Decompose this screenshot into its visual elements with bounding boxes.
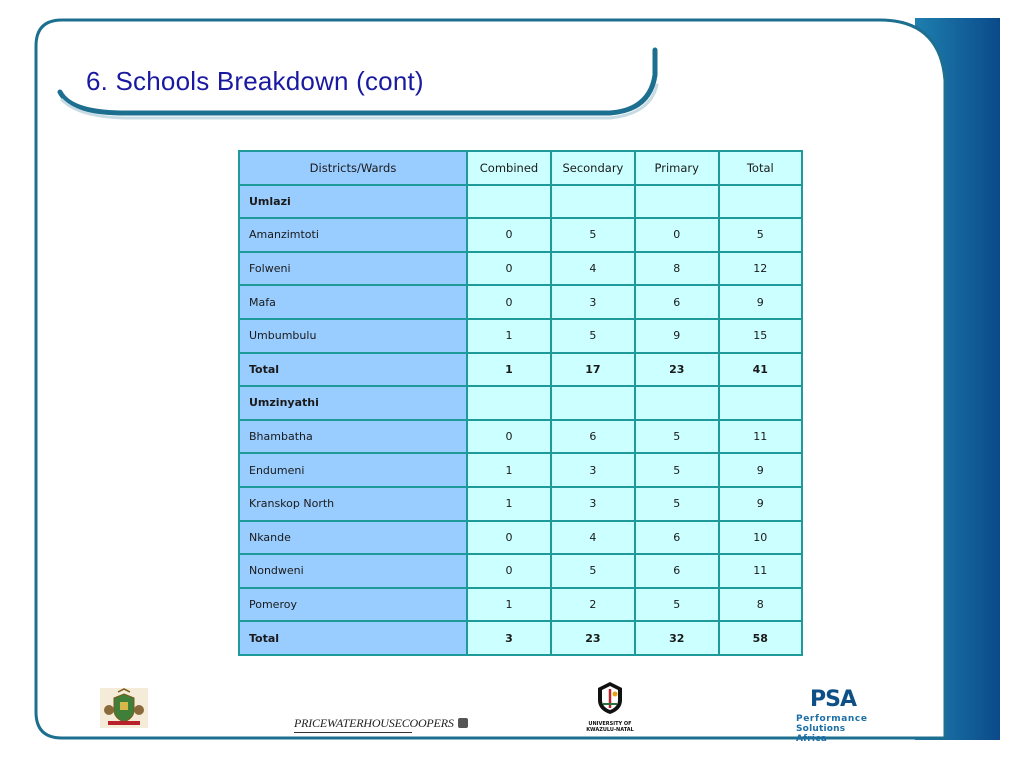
psa-line2: Solutions Africa bbox=[796, 724, 846, 744]
cell-secondary bbox=[551, 386, 635, 420]
slide-title: 6. Schools Breakdown (cont) bbox=[86, 66, 424, 96]
cell-combined bbox=[467, 386, 551, 420]
cell-combined: 0 bbox=[467, 521, 551, 555]
cell-primary: 0 bbox=[635, 218, 719, 252]
cell-name: Kranskop North bbox=[239, 487, 467, 521]
cell-combined bbox=[467, 185, 551, 219]
cell-total: 11 bbox=[719, 420, 802, 454]
table-row bbox=[239, 285, 802, 319]
cell-secondary: 17 bbox=[551, 353, 635, 387]
table-row bbox=[239, 453, 802, 487]
table-row bbox=[239, 588, 802, 622]
cell-primary: 9 bbox=[635, 319, 719, 353]
cell-name: Nkande bbox=[239, 521, 467, 555]
cell-primary: 23 bbox=[635, 353, 719, 387]
table-row-group bbox=[239, 386, 802, 420]
cell-combined: 1 bbox=[467, 588, 551, 622]
cell-secondary: 3 bbox=[551, 285, 635, 319]
cell-combined: 1 bbox=[467, 487, 551, 521]
cell-primary: 32 bbox=[635, 621, 719, 655]
cell-secondary: 5 bbox=[551, 218, 635, 252]
cell-total: 15 bbox=[719, 319, 802, 353]
schools-table bbox=[238, 150, 803, 656]
table-row-total bbox=[239, 353, 802, 387]
cell-name: Umbumbulu bbox=[239, 319, 467, 353]
cell-secondary: 3 bbox=[551, 453, 635, 487]
table-row bbox=[239, 252, 802, 286]
cell-primary bbox=[635, 386, 719, 420]
cell-secondary: 3 bbox=[551, 487, 635, 521]
cell-primary: 5 bbox=[635, 453, 719, 487]
table-row-group bbox=[239, 185, 802, 219]
cell-secondary: 5 bbox=[551, 554, 635, 588]
cell-total: 8 bbox=[719, 588, 802, 622]
cell-primary: 5 bbox=[635, 487, 719, 521]
cell-total bbox=[719, 185, 802, 219]
cell-total: 5 bbox=[719, 218, 802, 252]
cell-name: Endumeni bbox=[239, 453, 467, 487]
cell-combined: 1 bbox=[467, 353, 551, 387]
pwc-mark-icon bbox=[458, 718, 468, 728]
cell-combined: 0 bbox=[467, 285, 551, 319]
table-header-row bbox=[239, 151, 802, 185]
cell-combined: 0 bbox=[467, 218, 551, 252]
cell-combined: 3 bbox=[467, 621, 551, 655]
header-combined: Combined bbox=[467, 151, 551, 185]
cell-total: 9 bbox=[719, 285, 802, 319]
kzn-coat-of-arms-icon bbox=[100, 688, 148, 728]
cell-name: Pomeroy bbox=[239, 588, 467, 622]
cell-name: Total bbox=[239, 353, 467, 387]
cell-total: 9 bbox=[719, 453, 802, 487]
pwc-logo-text: PRICEWATERHOUSECOOPERS bbox=[294, 716, 454, 730]
cell-secondary: 6 bbox=[551, 420, 635, 454]
cell-name: Nondweni bbox=[239, 554, 467, 588]
cell-secondary: 5 bbox=[551, 319, 635, 353]
cell-primary: 5 bbox=[635, 588, 719, 622]
cell-primary: 6 bbox=[635, 285, 719, 319]
cell-primary bbox=[635, 185, 719, 219]
cell-combined: 0 bbox=[467, 252, 551, 286]
cell-total: 12 bbox=[719, 252, 802, 286]
psa-line1: Performance bbox=[796, 714, 868, 724]
ukzn-line2: KWAZULU-NATAL bbox=[586, 727, 634, 733]
cell-combined: 1 bbox=[467, 319, 551, 353]
header-total: Total bbox=[719, 151, 802, 185]
cell-secondary: 2 bbox=[551, 588, 635, 622]
cell-combined: 1 bbox=[467, 453, 551, 487]
cell-total bbox=[719, 386, 802, 420]
cell-combined: 0 bbox=[467, 420, 551, 454]
cell-total: 58 bbox=[719, 621, 802, 655]
cell-total: 41 bbox=[719, 353, 802, 387]
cell-secondary: 23 bbox=[551, 621, 635, 655]
cell-name: Total bbox=[239, 621, 467, 655]
cell-primary: 8 bbox=[635, 252, 719, 286]
cell-primary: 6 bbox=[635, 554, 719, 588]
table-row bbox=[239, 554, 802, 588]
table-row bbox=[239, 420, 802, 454]
cell-name: Bhambatha bbox=[239, 420, 467, 454]
table-row-total bbox=[239, 621, 802, 655]
ukzn-shield-icon bbox=[592, 680, 628, 716]
psa-logo bbox=[796, 687, 876, 744]
cell-total: 10 bbox=[719, 521, 802, 555]
cell-secondary: 4 bbox=[551, 521, 635, 555]
psa-mark: PSA bbox=[810, 687, 856, 712]
header-secondary: Secondary bbox=[551, 151, 635, 185]
cell-combined: 0 bbox=[467, 554, 551, 588]
pwc-logo bbox=[294, 716, 454, 738]
table-row bbox=[239, 218, 802, 252]
ukzn-logo bbox=[580, 680, 640, 734]
cell-total: 9 bbox=[719, 487, 802, 521]
table-row bbox=[239, 487, 802, 521]
cell-primary: 5 bbox=[635, 420, 719, 454]
cell-name: Mafa bbox=[239, 285, 467, 319]
ukzn-line1: UNIVERSITY OF bbox=[588, 721, 632, 727]
cell-secondary: 4 bbox=[551, 252, 635, 286]
cell-name: Umlazi bbox=[239, 185, 467, 219]
table-row bbox=[239, 319, 802, 353]
cell-name: Umzinyathi bbox=[239, 386, 467, 420]
header-districts-wards: Districts/Wards bbox=[239, 151, 467, 185]
cell-secondary bbox=[551, 185, 635, 219]
header-primary: Primary bbox=[635, 151, 719, 185]
cell-name: Folweni bbox=[239, 252, 467, 286]
cell-total: 11 bbox=[719, 554, 802, 588]
cell-primary: 6 bbox=[635, 521, 719, 555]
table-row bbox=[239, 521, 802, 555]
cell-name: Amanzimtoti bbox=[239, 218, 467, 252]
